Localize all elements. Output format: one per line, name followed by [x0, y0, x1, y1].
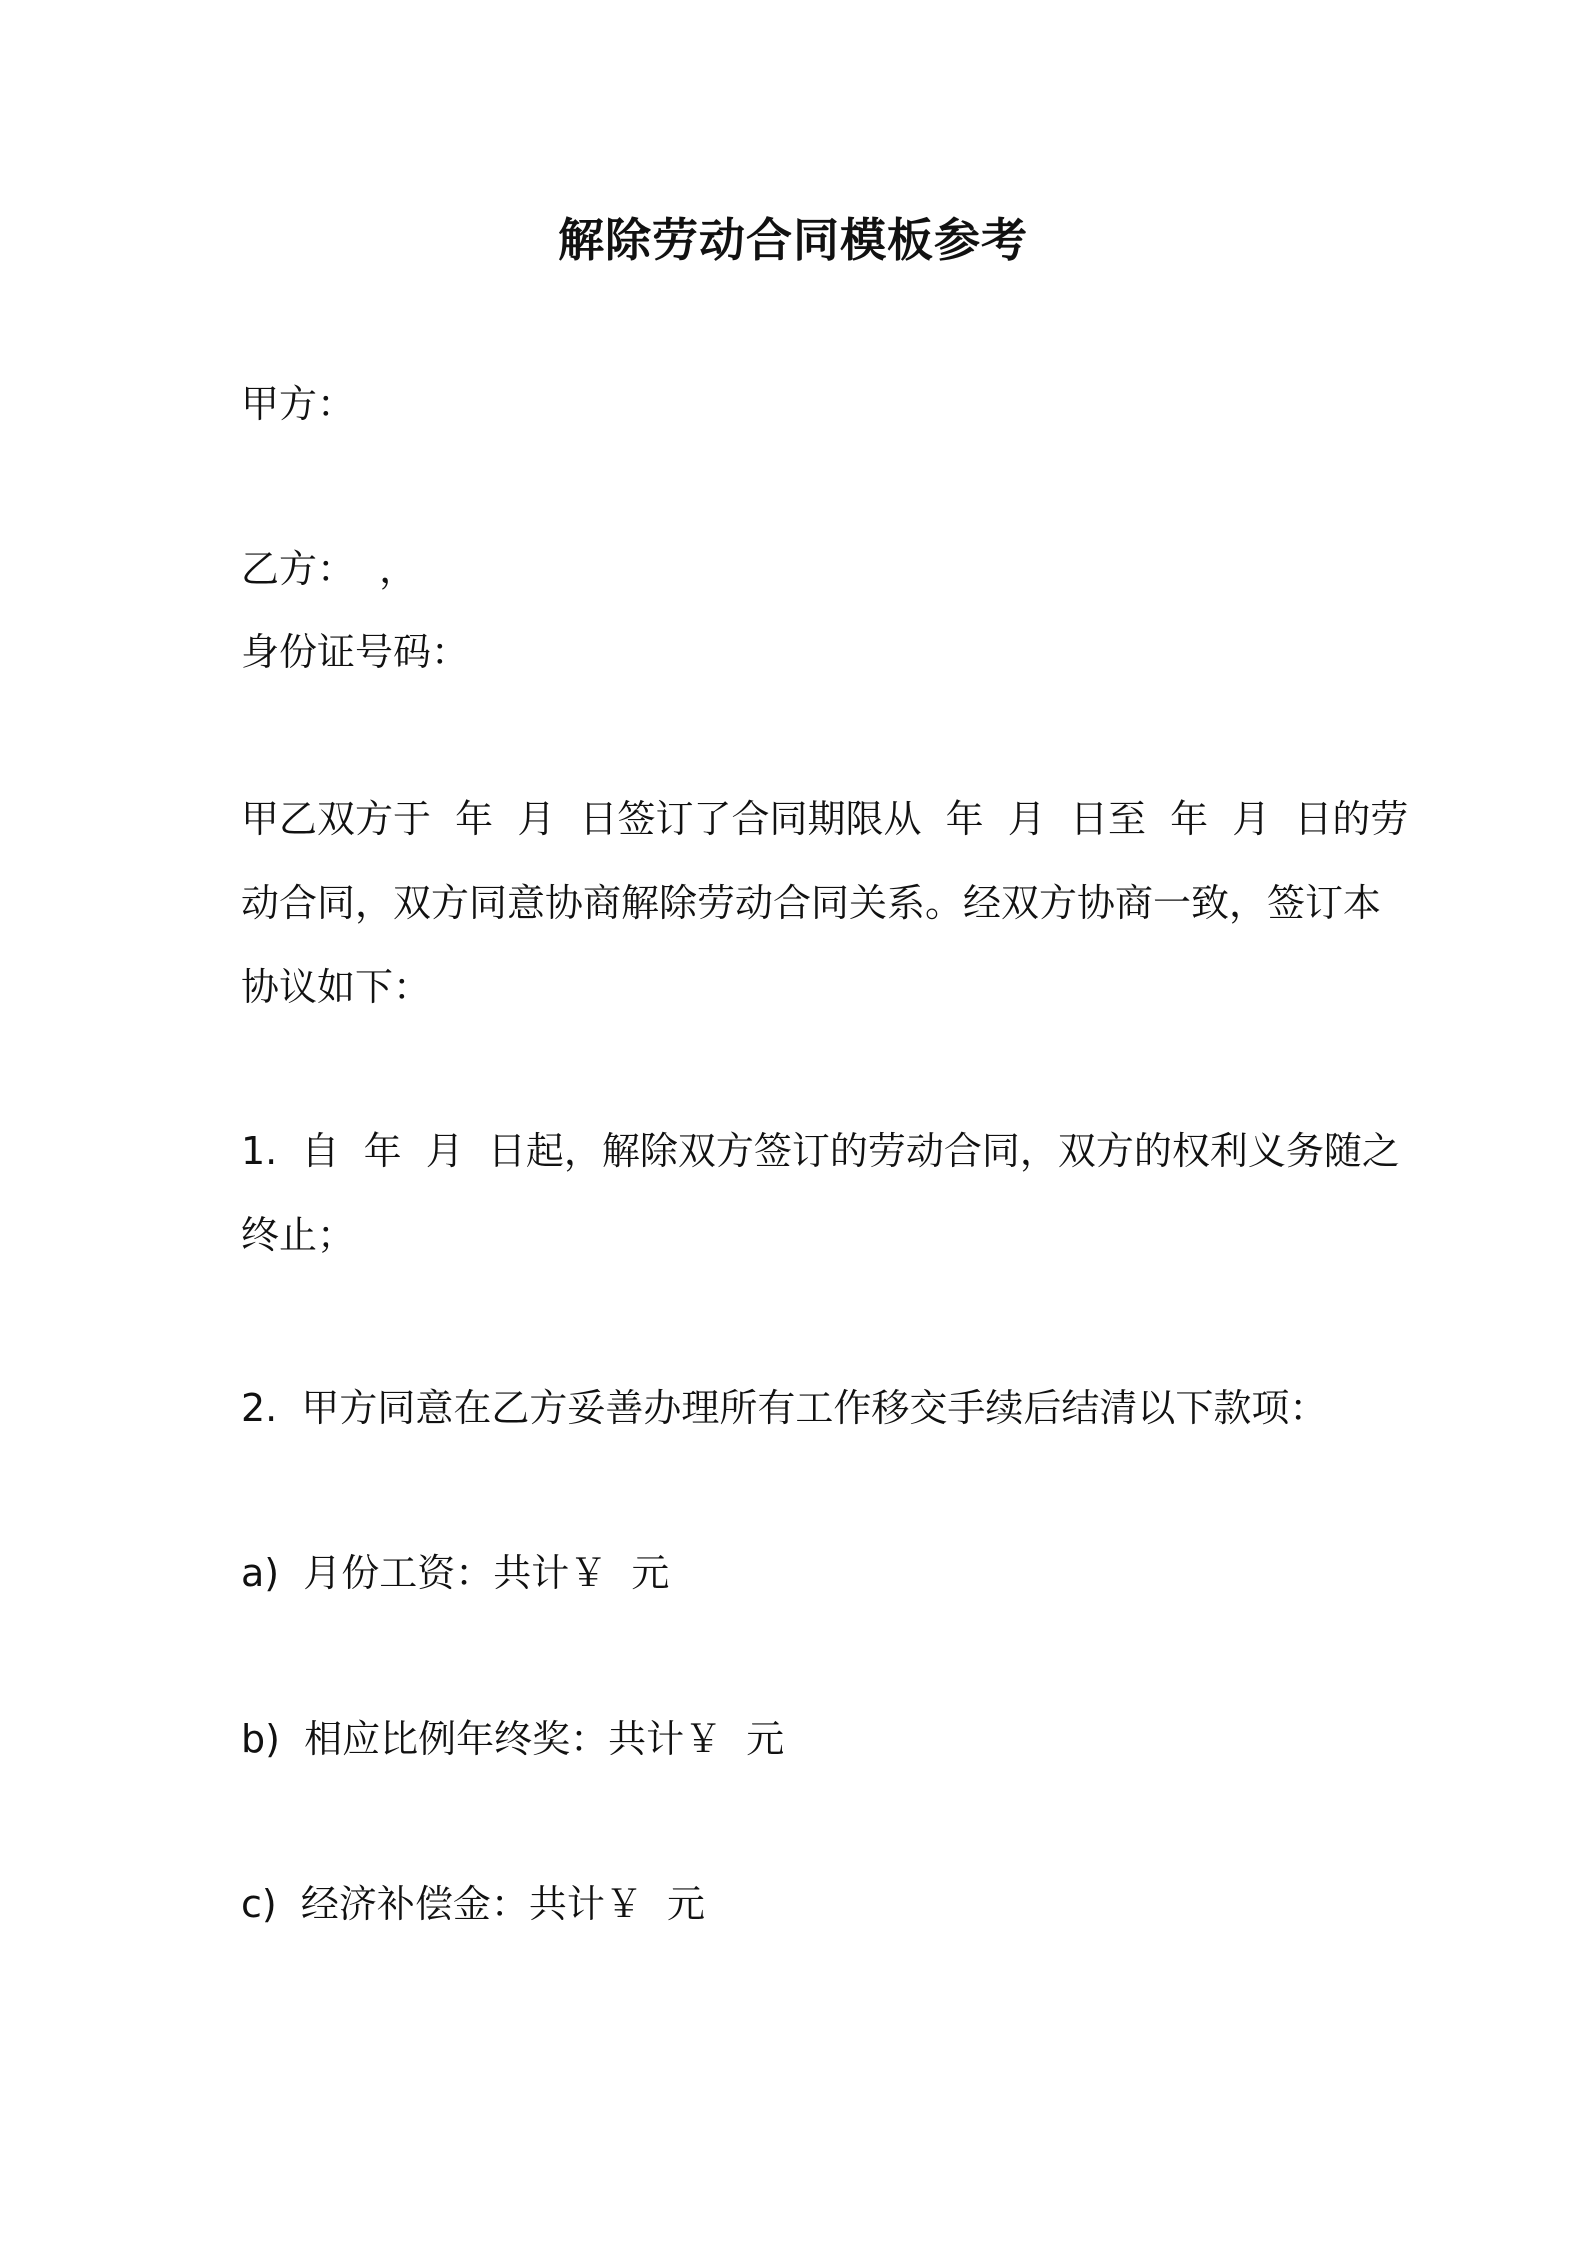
item-b-year-end-bonus: b) 相应比例年终奖：共计￥ 元 [241, 1717, 785, 1761]
clause-1 [241, 1109, 1400, 1277]
item-a-monthly-salary: a) 月份工资：共计￥ 元 [241, 1551, 670, 1595]
party-a-label: 甲方： [241, 382, 356, 426]
document-title: 解除劳动合同模板参考 [558, 213, 1028, 267]
intro-line: 协议如下： [241, 965, 432, 1009]
intro-paragraph [241, 777, 1409, 1029]
intro-line: 甲乙双方于 年 月 日签订了合同期限从 年 月 日至 年 月 日的劳 [241, 797, 1409, 841]
clause-2: 2. 甲方同意在乙方妥善办理所有工作移交手续后结清以下款项： [241, 1386, 1328, 1430]
id-number-label: 身份证号码： [241, 630, 470, 674]
intro-line: 动合同，双方同意协商解除劳动合同关系。经双方协商一致，签订本 [241, 881, 1382, 925]
clause-1-line: 终止； [241, 1213, 356, 1257]
item-c-compensation: c) 经济补偿金：共计￥ 元 [241, 1882, 706, 1926]
party-b-label: 乙方： ， [241, 547, 418, 591]
clause-1-line: 1. 自 年 月 日起，解除双方签订的劳动合同，双方的权利义务随之 [241, 1129, 1400, 1173]
